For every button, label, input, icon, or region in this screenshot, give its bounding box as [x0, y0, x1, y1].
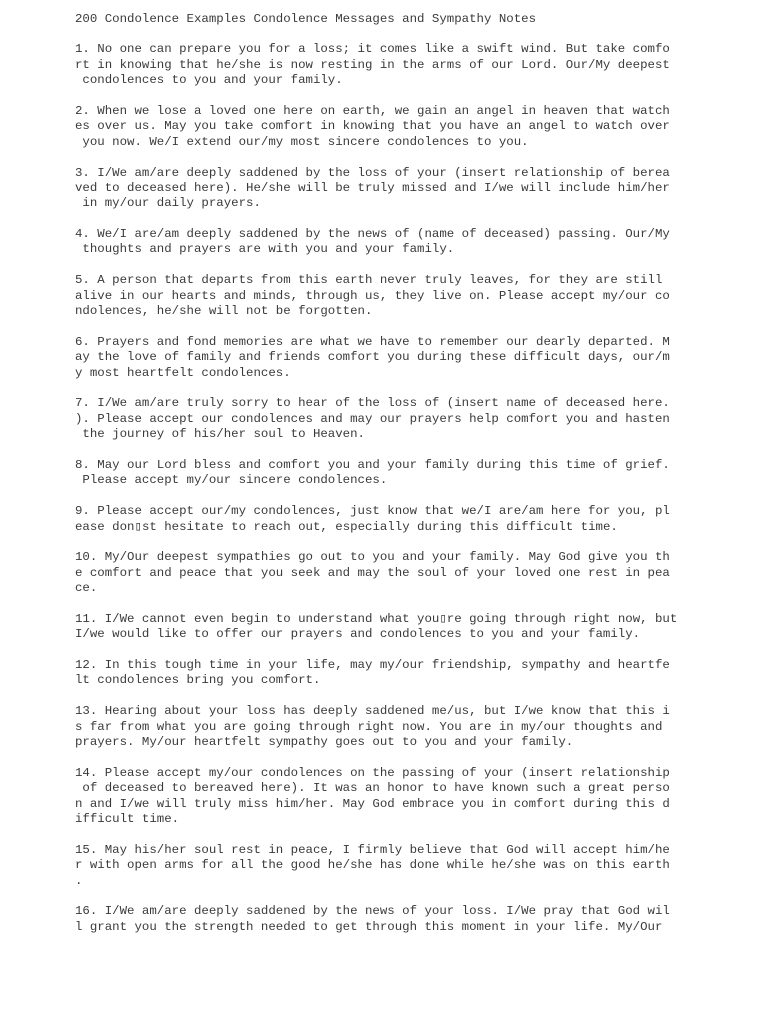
- paragraph-line: Please accept my/our sincere condolences.: [75, 473, 388, 488]
- condolence-paragraph: [75, 550, 695, 596]
- paragraph-line: 10. My/Our deepest sympathies go out to you and your family. May God give you th: [75, 550, 670, 565]
- paragraph-line: 2. When we lose a loved one here on earth, we gain an angel in heaven that watch: [75, 103, 670, 118]
- paragraph-line: 16. I/We am/are deeply saddened by the news of your loss. I/We pray that God wil: [75, 904, 670, 919]
- condolence-paragraph: [75, 904, 695, 935]
- paragraph-line: 15. May his/her soul rest in peace, I firmly believe that God will accept him/he: [75, 842, 670, 857]
- paragraph-line: I/we would like to offer our prayers and condolences to you and your family.: [75, 627, 641, 642]
- paragraph-line: es over us. May you take comfort in knowing that you have an angel to watch over: [75, 119, 670, 134]
- paragraph-line: 4. We/I are/am deeply saddened by the news of (name of deceased) passing. Our/My: [75, 227, 670, 242]
- paragraph-line: ce.: [75, 581, 98, 596]
- paragraph-line: n and I/we will truly miss him/her. May God embrace you in comfort during this d: [75, 796, 670, 811]
- condolence-paragraph: [75, 458, 695, 489]
- document-page: [75, 12, 695, 950]
- paragraph-line: 7. I/We am/are truly sorry to hear of the loss of (insert name of deceased here.: [75, 396, 670, 411]
- condolence-paragraph: [75, 166, 695, 212]
- paragraph-line: rt in knowing that he/she is now resting in the arms of our Lord. Our/My deepest: [75, 57, 670, 72]
- condolence-paragraph: [75, 504, 695, 535]
- document-title: 200 Condolence Examples Condolence Messages and Sympathy Notes: [75, 12, 537, 26]
- paragraph-line: alive in our hearts and minds, through us, they live on. Please accept my/our co: [75, 288, 670, 303]
- condolence-paragraph: [75, 273, 695, 319]
- paragraph-list: [75, 42, 695, 935]
- paragraph-line: the journey of his/her soul to Heaven.: [75, 427, 365, 442]
- paragraph-line: you now. We/I extend our/my most sincere condolences to you.: [75, 134, 529, 149]
- paragraph-line: 3. I/We am/are deeply saddened by the loss of your (insert relationship of berea: [75, 165, 670, 180]
- paragraph-line: e comfort and peace that you seek and may the soul of your loved one rest in pea: [75, 565, 670, 580]
- condolence-paragraph: [75, 612, 695, 643]
- paragraph-line: 8. May our Lord bless and comfort you and your family during this time of grief.: [75, 457, 670, 472]
- paragraph-line: 5. A person that departs from this earth never truly leaves, for they are still: [75, 273, 663, 288]
- paragraph-line: 12. In this tough time in your life, may my/our friendship, sympathy and heartfe: [75, 658, 670, 673]
- paragraph-line: of deceased to bereaved here). It was an honor to have known such a great perso: [75, 781, 670, 796]
- paragraph-line: ease don▯st hesitate to reach out, especially during this difficult time.: [75, 519, 618, 534]
- condolence-paragraph: [75, 335, 695, 381]
- paragraph-line: s far from what you are going through right now. You are in my/our thoughts and: [75, 719, 663, 734]
- condolence-paragraph: [75, 658, 695, 689]
- paragraph-line: ved to deceased here). He/she will be truly missed and I/we will include him/her: [75, 180, 670, 195]
- paragraph-line: 11. I/We cannot even begin to understand what you▯re going through right now, but: [75, 611, 678, 626]
- paragraph-line: l grant you the strength needed to get through this moment in your life. My/Our: [75, 919, 663, 934]
- paragraph-line: ). Please accept our condolences and may our prayers help comfort you and hasten: [75, 411, 670, 426]
- paragraph-line: y most heartfelt condolences.: [75, 365, 291, 380]
- paragraph-line: r with open arms for all the good he/she has done while he/she was on this earth: [75, 858, 670, 873]
- paragraph-line: 14. Please accept my/our condolences on the passing of your (insert relationship: [75, 765, 670, 780]
- paragraph-line: ndolences, he/she will not be forgotten.: [75, 304, 373, 319]
- condolence-paragraph: [75, 766, 695, 828]
- paragraph-line: ifficult time.: [75, 811, 180, 826]
- condolence-paragraph: [75, 843, 695, 889]
- paragraph-line: .: [75, 873, 83, 888]
- paragraph-line: 9. Please accept our/my condolences, just know that we/I are/am here for you, pl: [75, 504, 670, 519]
- paragraph-line: condolences to you and your family.: [75, 73, 343, 88]
- condolence-paragraph: [75, 104, 695, 150]
- paragraph-line: 6. Prayers and fond memories are what we have to remember our dearly departed. M: [75, 334, 670, 349]
- paragraph-line: 13. Hearing about your loss has deeply saddened me/us, but I/we know that this i: [75, 704, 670, 719]
- paragraph-line: ay the love of family and friends comfort you during these difficult days, our/m: [75, 350, 670, 365]
- paragraph-line: prayers. My/our heartfelt sympathy goes out to you and your family.: [75, 734, 574, 749]
- condolence-paragraph: [75, 396, 695, 442]
- paragraph-line: 1. No one can prepare you for a loss; it comes like a swift wind. But take comfo: [75, 42, 670, 57]
- paragraph-line: in my/our daily prayers.: [75, 196, 261, 211]
- condolence-paragraph: [75, 227, 695, 258]
- paragraph-line: lt condolences bring you comfort.: [75, 673, 321, 688]
- condolence-paragraph: [75, 42, 695, 88]
- condolence-paragraph: [75, 704, 695, 750]
- paragraph-line: thoughts and prayers are with you and your family.: [75, 242, 455, 257]
